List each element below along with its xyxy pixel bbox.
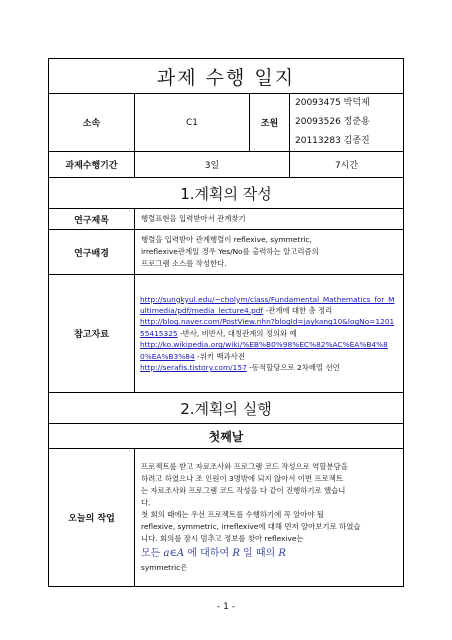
page-title: 과제 수행 일지	[49, 59, 404, 94]
today-line: 프로젝트를 받고 자료조사와 프로그램 코드 작성으로 역할분담을	[141, 462, 348, 471]
page-number: - 1 -	[217, 602, 235, 612]
today-line: 는 자료조사와 프로그램 코드 작성을 다 같이 진행하기로 했습니	[141, 486, 346, 495]
reference-note: -동적할당으로 2차배열 선언	[246, 363, 340, 373]
period-label: 과제수행기간	[49, 152, 135, 178]
affiliation-label: 소속	[49, 94, 135, 152]
team-label: 조원	[250, 94, 290, 152]
background-line: 행렬을 입력받아 관계행렬이 reflexive, symmetric,	[141, 235, 312, 244]
reference-link[interactable]: http://blog.naver.com/PostView.nhn?blogId=jaykang10&logNo=120155415325	[140, 317, 395, 338]
reference-note: -반사, 비반사, 대칭관계의 정의와 예	[177, 328, 297, 338]
report-table	[48, 58, 404, 587]
reference-link[interactable]: http://sungkyul.edu/~cholym/class/Fundamental_Mathematics_for_Multimedia/pdf/media_lecture4.pdf	[140, 294, 395, 315]
reference-link[interactable]: http://serafis.tistory.com/157	[140, 363, 247, 373]
background-line: 프로그램 소스를 작성한다.	[141, 259, 227, 268]
today-work-text	[135, 449, 404, 587]
today-line: 다.	[141, 498, 151, 507]
reference-note: -위키 백과사전	[194, 351, 245, 361]
background-line: irreflexive관계일 경우 Yes/No를 출력하는 알고리즘의	[141, 247, 319, 256]
today-line: 첫 회의 때에는 우선 프로젝트를 수행하기에 꼭 알아야 될	[141, 510, 325, 519]
topic-value: 행렬표현을 입력받아서 관계찾기	[135, 209, 404, 230]
background-label: 연구배경	[49, 230, 135, 275]
period-days: 3일	[135, 152, 290, 178]
member-3: 20113283 김종진	[295, 136, 370, 146]
today-line: 하려고 하였으나 조 인원이 3명밖에 되지 않아서 이번 프로젝트	[141, 474, 343, 483]
topic-label: 연구제목	[49, 209, 135, 230]
reference-link[interactable]: http://ko.wikipedia.org/wiki/%EB%B0%98%EC%82%AC%EA%B4%80%EA%B3%84	[140, 340, 388, 361]
today-line: reflexive, symmetric, irreflexive에 대해 먼저 알아보기로 하였습	[141, 522, 361, 531]
background-text	[135, 230, 404, 275]
member-1: 20093475 박덕제	[295, 98, 370, 108]
today-line: 니다. 회의를 잠시 멈추고 정보를 찾아 reflexive는	[141, 534, 304, 543]
today-line: symmetric은	[141, 563, 188, 572]
day-title: 첫째날	[49, 424, 404, 449]
math-expression: 모든 a∈A 에 대하여 R 일 때의 R	[141, 548, 286, 559]
member-2: 20093526 정준용	[295, 117, 370, 127]
period-hours: 7시간	[290, 152, 404, 178]
document-page	[48, 58, 403, 587]
reference-note: -관계에 대한 총 정리	[263, 305, 333, 315]
affiliation-value: C1	[135, 94, 250, 152]
team-members	[290, 94, 404, 152]
today-work-label: 오늘의 작업	[49, 449, 135, 587]
section-1-title: 1.계획의 작성	[49, 178, 404, 209]
references-label: 참고자료	[49, 275, 135, 393]
section-2-title: 2.계획의 실행	[49, 393, 404, 424]
references-list	[135, 275, 404, 393]
